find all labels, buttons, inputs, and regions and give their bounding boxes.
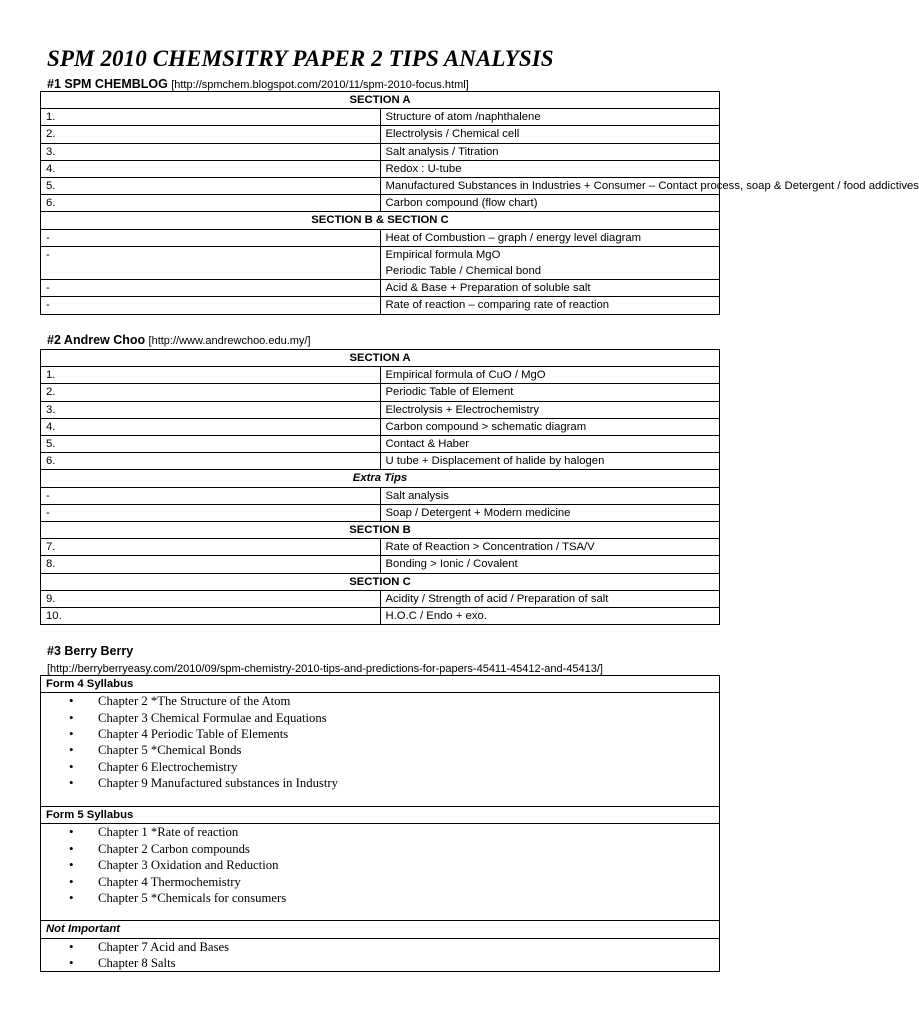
source-url[interactable]: [http://www.andrewchoo.edu.my/] [148,335,311,347]
section-header: SECTION A [41,350,720,367]
table-row: 6. Carbon compound (flow chart) [41,195,720,212]
table-row: 1. Structure of atom /naphthalene [41,109,720,126]
list-item: • Chapter 4 Thermochemistry [69,874,714,890]
list-item: • Chapter 1 *Rate of reaction [69,824,714,840]
table-row: - Empirical formula MgO Periodic Table / Chemical bond [41,246,720,279]
list-item: • Chapter 3 Oxidation and Reduction [69,857,714,873]
table-row: 1. Empirical formula of CuO / MgO [41,367,720,384]
not-important-header: Not Important [41,921,720,938]
source-heading-3 [47,643,133,659]
source-heading-2 [47,332,311,349]
table-row: 4. Carbon compound > schematic diagram [41,418,720,435]
table-row: 9. Acidity / Strength of acid / Preparation of salt [41,590,720,607]
table-row: - Soap / Detergent + Modern medicine [41,504,720,521]
extra-tips-header: Extra Tips [41,470,720,487]
table-row: 10. H.O.C / Endo + exo. [41,608,720,625]
list-item: • Chapter 3 Chemical Formulae and Equations [69,710,714,726]
list-item: • Chapter 2 Carbon compounds [69,841,714,857]
section-header: SECTION C [41,573,720,590]
table-row: 6. U tube + Displacement of halide by halogen [41,453,720,470]
list-item: • Chapter 6 Electrochemistry [69,759,714,775]
section-header: SECTION B & SECTION C [41,212,720,229]
andrew-choo-table [40,349,720,625]
form5-list [46,824,714,906]
table-row: 3. Electrolysis + Electrochemistry [41,401,720,418]
source-label: #2 Andrew Choo [47,333,146,347]
list-item: • Chapter 8 Salts [69,955,714,971]
list-item: • Chapter 7 Acid and Bases [69,939,714,955]
form4-header: Form 4 Syllabus [41,676,720,693]
chemblog-table [40,91,919,315]
list-item: • Chapter 2 *The Structure of the Atom [69,693,714,709]
not-important-list [46,939,714,972]
table-row: 7. Rate of Reaction > Concentration / TSA/V [41,539,720,556]
document-title: SPM 2010 CHEMSITRY PAPER 2 TIPS ANALYSIS [47,46,554,71]
section-header: SECTION B [41,522,720,539]
table-row: 2. Periodic Table of Element [41,384,720,401]
table-row: 4. Redox : U-tube [41,160,720,177]
not-important-list-cell [41,938,720,972]
list-item: • Chapter 9 Manufactured substances in Industry [69,775,714,791]
list-item: • Chapter 5 *Chemical Bonds [69,742,714,758]
source-label: #1 SPM CHEMBLOG [47,77,168,91]
table-row: - Acid & Base + Preparation of soluble salt [41,280,720,297]
table-row: 2. Electrolysis / Chemical cell [41,126,720,143]
table-row: 5. Manufactured Substances in Industries + Consumer – Contact process, soap & Detergent / food addictives [41,178,720,195]
source-url[interactable]: [http://berryberryeasy.com/2010/09/spm-chemistry-2010-tips-and-predictions-for-papers-45411-45412-and-45413/] [47,663,603,675]
table-row: - Rate of reaction – comparing rate of reaction [41,297,720,314]
form4-list [46,693,714,791]
table-row: 8. Bonding > Ionic / Covalent [41,556,720,573]
list-item: • Chapter 5 *Chemicals for consumers [69,890,714,906]
table-row: 5. Contact & Haber [41,436,720,453]
list-item: • Chapter 4 Periodic Table of Elements [69,726,714,742]
form5-list-cell [41,824,720,921]
section-header: SECTION A [41,92,720,109]
table-row: - Salt analysis [41,487,720,504]
berry-berry-table [40,675,720,972]
form4-list-cell [41,693,720,807]
source-label: #3 Berry Berry [47,644,134,658]
form5-header: Form 5 Syllabus [41,807,720,824]
source-url[interactable]: [http://spmchem.blogspot.com/2010/11/spm-2010-focus.html] [171,79,469,91]
table-row: - Heat of Combustion – graph / energy level diagram [41,229,720,246]
table-row: 3. Salt analysis / Titration [41,143,720,160]
